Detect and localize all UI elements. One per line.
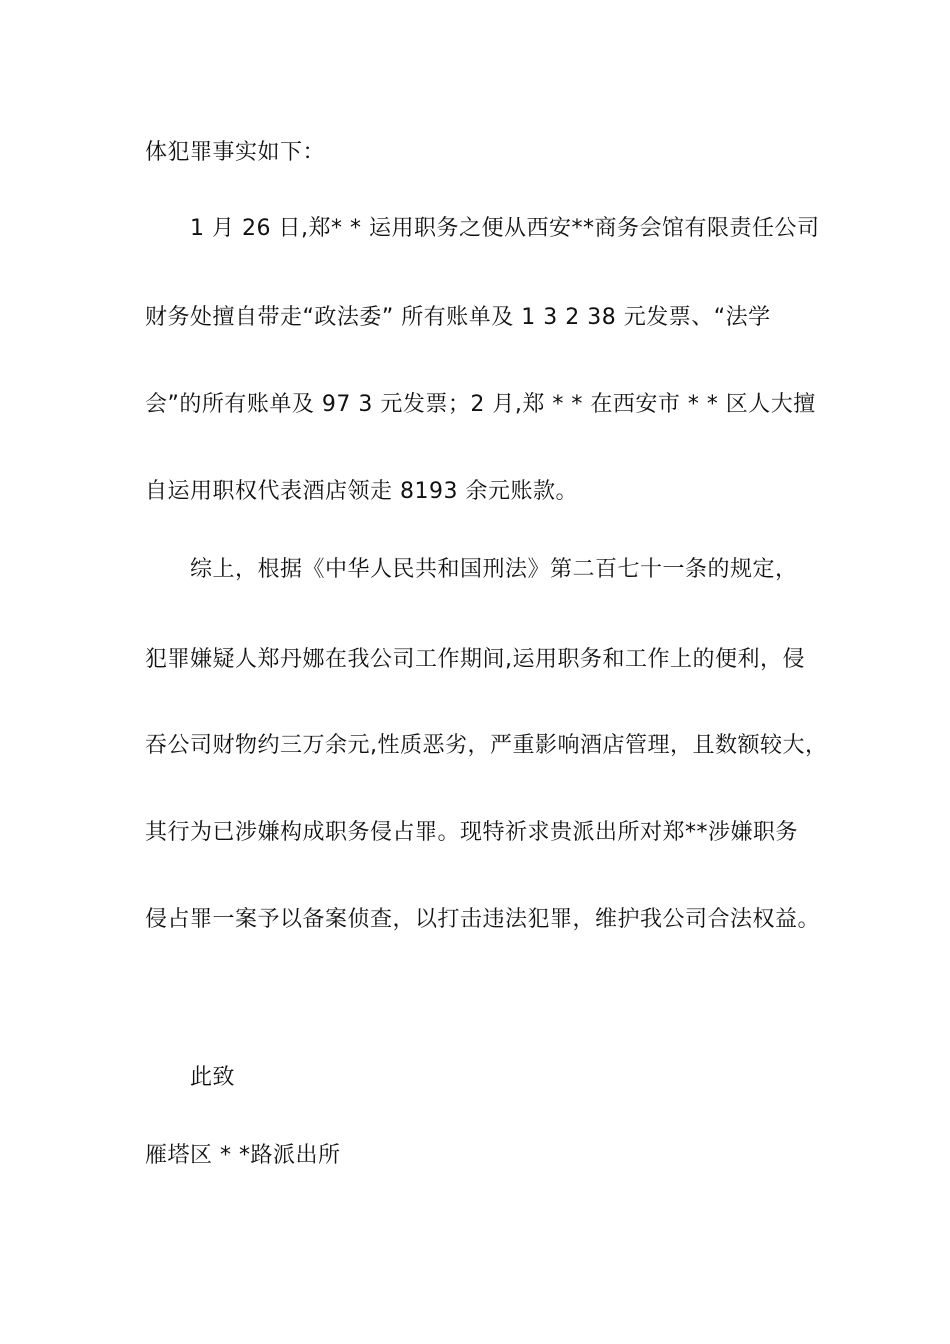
paragraph-line: 1 月 26 日,郑* * 运用职务之便从西安**商务会馆有限责任公司 (190, 216, 820, 241)
paragraph-line: 其行为已涉嫌构成职务侵占罪。现特祈求贵派出所对郑**涉嫌职务 (145, 820, 799, 845)
paragraph-line: 自运用职权代表酒店领走 8193 余元账款。 (145, 479, 578, 504)
paragraph-line: 侵占罪一案予以备案侦查，以打击违法犯罪，维护我公司合法权益。 (145, 907, 821, 932)
paragraph-line: 综上，根据《中华人民共和国刑法》第二百七十一条的规定， (190, 557, 798, 582)
closing-salutation: 此致 (190, 1065, 236, 1090)
paragraph-line: 犯罪嫌疑人郑丹娜在我公司工作期间,运用职务和工作上的便利，侵 (145, 647, 805, 672)
paragraph-line: 会”的所有账单及 97 3 元发票；2 月,郑 * * 在西安市 * * 区人大擅 (145, 392, 816, 417)
paragraph-line: 财务处擅自带走“政法委” 所有账单及 1 3 2 38 元发票、“法学 (145, 305, 771, 330)
paragraph-line: 体犯罪事实如下： (145, 140, 326, 165)
recipient-name: 雁塔区 * *路派出所 (145, 1143, 341, 1168)
paragraph-line: 吞公司财物约三万余元,性质恶劣，严重影响酒店管理，且数额较大， (145, 733, 828, 758)
